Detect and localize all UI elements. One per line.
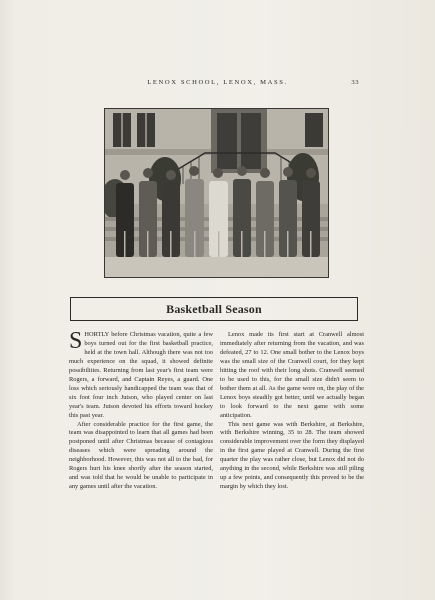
- running-title: LENOX SCHOOL, LENOX, MASS.: [147, 79, 288, 86]
- team-photograph: [104, 108, 329, 278]
- section-title: Basketball Season: [166, 301, 262, 316]
- paragraph: SHORTLY before Christmas vacation, quite a few boys turned out for the first basketball practice, held at the town hall. Although there was not too much experience on the squad, it showed definite possibilities. Returning from last year's first team were Rogers, a forward, and Captain Reyes, a guard. One loss which seriously handicapped the team was that of six foot four inch Jutson, who played center on last year's team. Jutson devoted his efforts toward hockey this past year.: [69, 328, 213, 419]
- drop-cap: S: [69, 328, 83, 354]
- left-column: [69, 328, 213, 492]
- paragraph: Lenox made its first start at Cranwell almost immediately after returning from the vacation, and was defeated, 27 to 12. One small bother to the Lenox boys was the small size of the Cranwell court, for they kept hitting the roof with their long shots. Cranwell seemed to be used to this, for the small size didn't seem to bother them at all. As the game wore on, the play of the Lenox boys steadily got better, until we actually began to look forward to the next game with some anticipation.: [220, 331, 364, 419]
- page-number: 33: [351, 79, 359, 86]
- section-title-box: [70, 297, 358, 321]
- right-column: [220, 331, 364, 492]
- paragraph: After considerable practice for the first game, the team was disappointed to learn that all games had been postponed until after Christmas because of contagious diseases which were spreading around the neighborhood. However, this was not all to the bad, for Rogers hurt his knee shortly after the season started, and was told that he would be unable to participate in any games until after the vacation.: [69, 420, 213, 491]
- paragraph: This next game was with Berkshire, at Berkshire, with Berkshire winning, 35 to 28. The team showed considerable improvement over the form they displayed in the first game played at Cranwell. During the first quarter the play was rather close, but Lenox did not do anything in the second, while Berkshire was still piling up a few points, and consequently this proved to be the margin by which they lost.: [220, 420, 364, 491]
- running-header: [0, 79, 435, 86]
